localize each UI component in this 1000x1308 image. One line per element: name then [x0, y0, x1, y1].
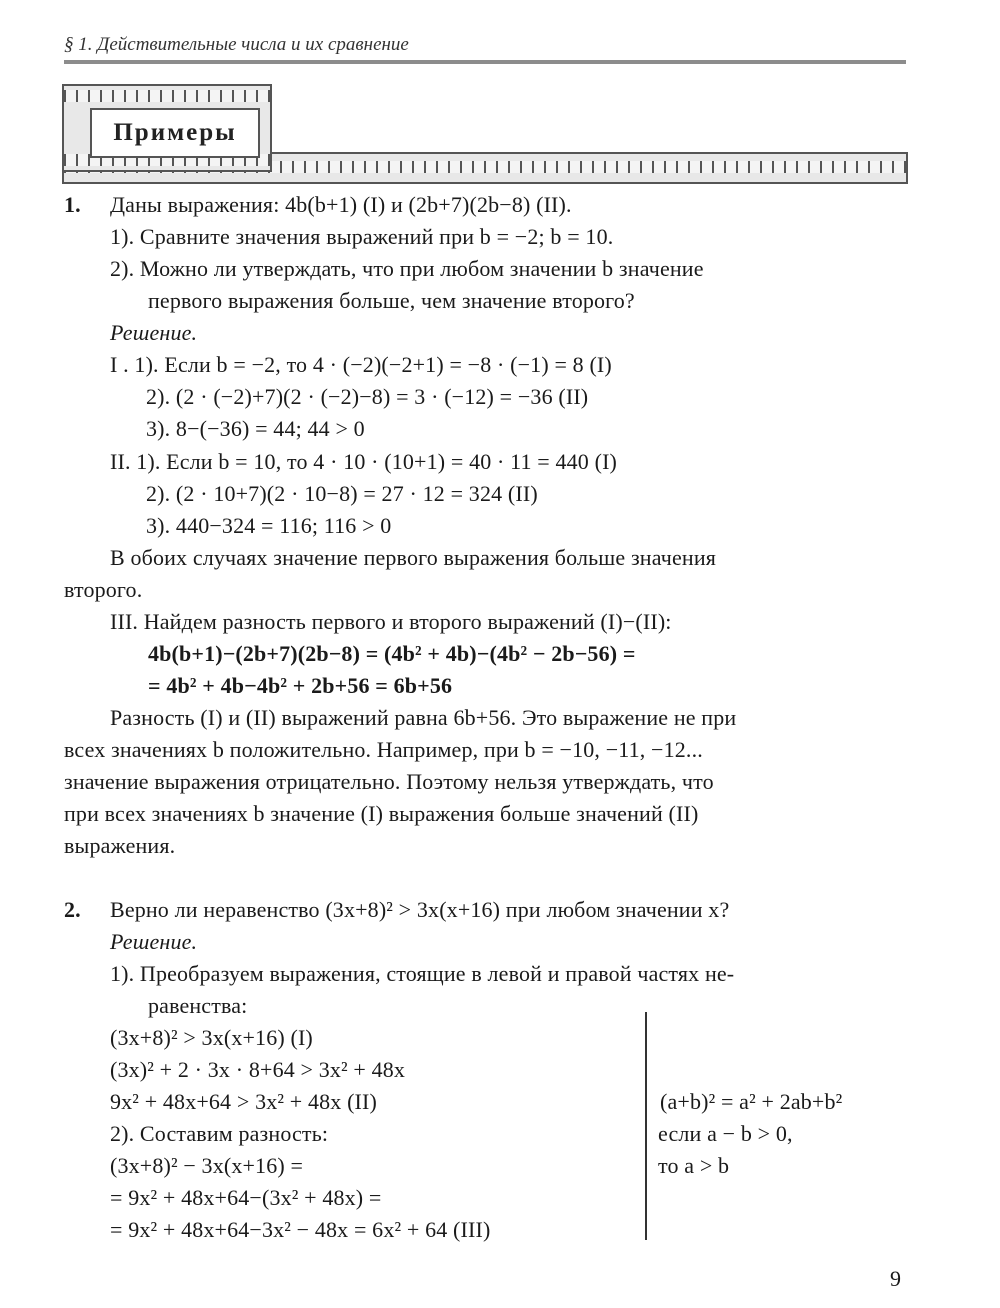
section-title: Примеры — [90, 108, 260, 158]
example-number: 1. — [64, 192, 81, 217]
solution-line: 2). (2 · (−2)+7)(2 · (−2)−8) = 3 · (−12) = −36 (II) — [146, 384, 589, 409]
paragraph: значение выражения отрицательно. Поэтому нельзя утверждать, что — [64, 769, 714, 794]
equation: (3x)² + 2 · 3x · 8+64 > 3x² + 48x — [110, 1057, 406, 1082]
example-number: 2. — [64, 897, 81, 922]
header-rule — [64, 60, 906, 64]
paragraph: Разность (I) и (II) выражений равна 6b+56. Это выражение не при — [110, 705, 737, 730]
solution-line: 2). (2 · 10+7)(2 · 10−8) = 27 · 12 = 324 (II) — [146, 481, 538, 506]
solution-line: 1). Преобразуем выражения, стоящие в левой и правой частях не- — [110, 961, 735, 986]
solution-line: равенства: — [148, 993, 248, 1018]
side-note-divider — [645, 1012, 647, 1240]
solution-line: 2). Составим разность: — [110, 1121, 329, 1146]
page-number: 9 — [890, 1266, 901, 1291]
equation: = 4b² + 4b−4b² + 2b+56 = 6b+56 — [148, 673, 453, 698]
equation: = 9x² + 48x+64−(3x² + 48x) = — [110, 1185, 382, 1210]
solution-line: I . 1). Если b = −2, то 4 · (−2)(−2+1) = −8 · (−1) = 8 (I) — [110, 352, 612, 377]
paragraph: всех значениях b положительно. Например, при b = −10, −11, −12... — [64, 737, 703, 762]
question-2: 2). Можно ли утверждать, что при любом значении b значение — [110, 256, 704, 281]
solution-line: II. 1). Если b = 10, то 4 · 10 · (10+1) = 40 · 11 = 440 (I) — [110, 449, 618, 474]
example-statement: Верно ли неравенство (3x+8)² > 3x(x+16) при любом значении x? — [110, 897, 730, 922]
equation: 4b(b+1)−(2b+7)(2b−8) = (4b² + 4b)−(4b² − 2b−56) = — [148, 641, 636, 666]
paragraph: второго. — [64, 577, 143, 602]
paragraph: выражения. — [64, 833, 176, 858]
question-2-cont: первого выражения больше, чем значение второго? — [148, 288, 635, 313]
solution-line: 3). 8−(−36) = 44; 44 > 0 — [146, 416, 365, 441]
equation: (3x+8)² − 3x(x+16) = — [110, 1153, 304, 1178]
equation: (3x+8)² > 3x(x+16) (I) — [110, 1025, 313, 1050]
side-note-line: то a > b — [658, 1153, 730, 1178]
example-statement: Даны выражения: 4b(b+1) (I) и (2b+7)(2b−8) (II). — [110, 192, 572, 217]
question-1: 1). Сравните значения выражений при b = −2; b = 10. — [110, 224, 614, 249]
paragraph: при всех значениях b значение (I) выражения больше значений (II) — [64, 801, 699, 826]
equation: = 9x² + 48x+64−3x² − 48x = 6x² + 64 (III) — [110, 1217, 491, 1242]
running-header: § 1. Действительные числа и их сравнение — [64, 34, 409, 55]
film-holes — [64, 90, 270, 102]
solution-label: Решение. — [110, 320, 198, 345]
side-note-line: если a − b > 0, — [658, 1121, 793, 1146]
solution-line: 3). 440−324 = 116; 116 > 0 — [146, 513, 392, 538]
solution-label: Решение. — [110, 929, 198, 954]
side-note-formula: (a+b)² = a² + 2ab+b² — [660, 1089, 843, 1114]
paragraph: В обоих случаях значение первого выражения больше значения — [110, 545, 717, 570]
equation: 9x² + 48x+64 > 3x² + 48x (II) — [110, 1089, 377, 1114]
paragraph: III. Найдем разность первого и второго выражений (I)−(II): — [110, 609, 672, 634]
